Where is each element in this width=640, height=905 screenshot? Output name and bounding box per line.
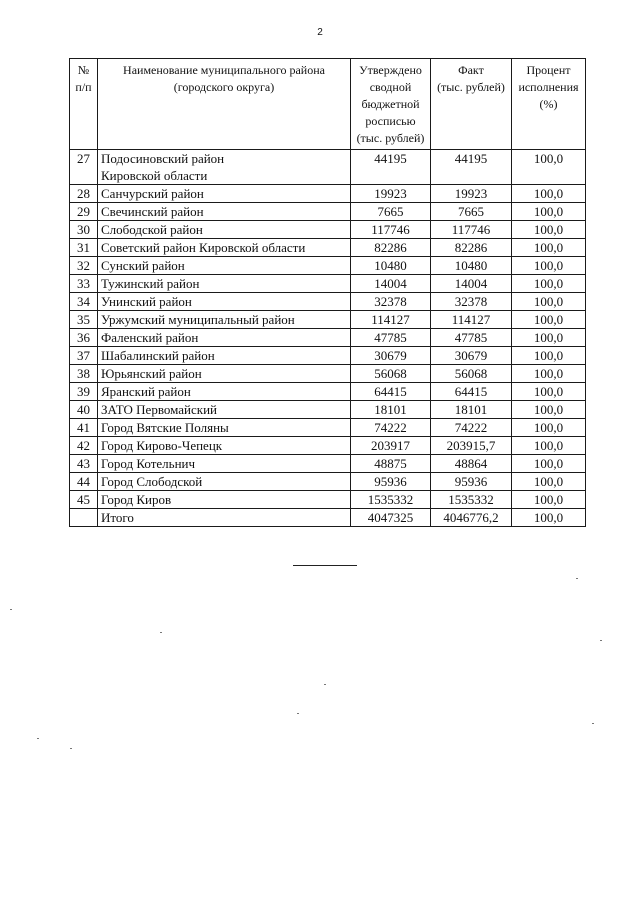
table-row bbox=[70, 473, 586, 491]
scan-speck bbox=[592, 723, 594, 724]
table-row bbox=[70, 383, 586, 401]
district-name bbox=[98, 221, 351, 239]
table-row bbox=[70, 293, 586, 311]
approved-amount: 74222 bbox=[351, 419, 431, 437]
district-name-line: Кировской области bbox=[101, 168, 208, 183]
district-name bbox=[98, 383, 351, 401]
district-name-line: Юрьянский район bbox=[101, 366, 202, 381]
execution-percent: 100,0 bbox=[512, 401, 586, 419]
row-number: 37 bbox=[70, 347, 98, 365]
header-name-line: Наименование муниципального района bbox=[123, 63, 325, 77]
district-name bbox=[98, 329, 351, 347]
district-name-line: Яранский район bbox=[101, 384, 191, 399]
header-fact bbox=[431, 59, 512, 150]
scan-speck bbox=[160, 632, 162, 633]
row-number: 29 bbox=[70, 203, 98, 221]
scan-speck bbox=[324, 684, 326, 685]
district-name-line: Город Кирово-Чепецк bbox=[101, 438, 223, 453]
fact-amount: 4046776,2 bbox=[431, 509, 512, 527]
row-number: 43 bbox=[70, 455, 98, 473]
district-name bbox=[98, 203, 351, 221]
district-name-line: Свечинский район bbox=[101, 204, 204, 219]
district-name-line: ЗАТО Первомайский bbox=[101, 402, 217, 417]
approved-amount: 47785 bbox=[351, 329, 431, 347]
table-row bbox=[70, 257, 586, 275]
table-row bbox=[70, 275, 586, 293]
header-name bbox=[98, 59, 351, 150]
district-name bbox=[98, 365, 351, 383]
table-row bbox=[70, 347, 586, 365]
district-name-line: Город Киров bbox=[101, 492, 172, 507]
district-name-line: Сунский район bbox=[101, 258, 185, 273]
district-name-line: Советский район Кировской области bbox=[101, 240, 306, 255]
fact-amount: 56068 bbox=[431, 365, 512, 383]
fact-amount: 74222 bbox=[431, 419, 512, 437]
district-name-line: Слободской район bbox=[101, 222, 203, 237]
district-name bbox=[98, 455, 351, 473]
fact-amount: 48864 bbox=[431, 455, 512, 473]
execution-percent: 100,0 bbox=[512, 455, 586, 473]
approved-amount: 10480 bbox=[351, 257, 431, 275]
header-percent bbox=[512, 59, 586, 150]
execution-percent: 100,0 bbox=[512, 473, 586, 491]
fact-amount: 117746 bbox=[431, 221, 512, 239]
approved-amount: 44195 bbox=[351, 150, 431, 185]
table-row bbox=[70, 329, 586, 347]
district-name-line: Подосиновский район bbox=[101, 151, 225, 166]
table-row bbox=[70, 239, 586, 257]
execution-percent: 100,0 bbox=[512, 311, 586, 329]
district-name bbox=[98, 239, 351, 257]
header-num-line: п/п bbox=[75, 80, 92, 94]
district-name bbox=[98, 311, 351, 329]
fact-amount: 10480 bbox=[431, 257, 512, 275]
execution-percent: 100,0 bbox=[512, 221, 586, 239]
approved-amount: 117746 bbox=[351, 221, 431, 239]
fact-amount: 64415 bbox=[431, 383, 512, 401]
total-row bbox=[70, 509, 586, 527]
approved-amount: 64415 bbox=[351, 383, 431, 401]
approved-amount: 4047325 bbox=[351, 509, 431, 527]
scan-speck bbox=[297, 713, 299, 714]
district-name bbox=[98, 257, 351, 275]
header-percent-line: исполнения bbox=[518, 80, 579, 94]
table-header-row bbox=[70, 59, 586, 150]
header-approved bbox=[351, 59, 431, 150]
header-percent-line: (%) bbox=[539, 97, 558, 111]
row-number: 32 bbox=[70, 257, 98, 275]
district-name bbox=[98, 401, 351, 419]
approved-amount: 203917 bbox=[351, 437, 431, 455]
district-name bbox=[98, 437, 351, 455]
execution-percent: 100,0 bbox=[512, 239, 586, 257]
header-num-line: № bbox=[77, 63, 90, 77]
district-name-line: Город Слободской bbox=[101, 474, 203, 489]
row-number: 34 bbox=[70, 293, 98, 311]
approved-amount: 14004 bbox=[351, 275, 431, 293]
header-approved-line: (тыс. рублей) bbox=[356, 131, 425, 145]
district-name bbox=[98, 473, 351, 491]
row-number: 31 bbox=[70, 239, 98, 257]
district-name-line: Тужинский район bbox=[101, 276, 200, 291]
execution-percent: 100,0 bbox=[512, 150, 586, 185]
district-name bbox=[98, 275, 351, 293]
district-name bbox=[98, 185, 351, 203]
district-name-line: Уржумский муниципальный район bbox=[101, 312, 295, 327]
row-number: 42 bbox=[70, 437, 98, 455]
district-name bbox=[98, 347, 351, 365]
execution-percent: 100,0 bbox=[512, 437, 586, 455]
execution-percent: 100,0 bbox=[512, 383, 586, 401]
row-number: 44 bbox=[70, 473, 98, 491]
table-body bbox=[70, 150, 586, 527]
approved-amount: 7665 bbox=[351, 203, 431, 221]
budget-execution-table bbox=[69, 58, 586, 527]
fact-amount: 32378 bbox=[431, 293, 512, 311]
row-number: 35 bbox=[70, 311, 98, 329]
table-row bbox=[70, 491, 586, 509]
end-separator-line bbox=[293, 565, 357, 566]
approved-amount: 19923 bbox=[351, 185, 431, 203]
fact-amount: 30679 bbox=[431, 347, 512, 365]
execution-percent: 100,0 bbox=[512, 419, 586, 437]
row-number: 36 bbox=[70, 329, 98, 347]
page-number: 2 bbox=[317, 27, 323, 38]
execution-percent: 100,0 bbox=[512, 185, 586, 203]
header-percent-line: Процент bbox=[526, 63, 571, 77]
execution-percent: 100,0 bbox=[512, 491, 586, 509]
fact-amount: 14004 bbox=[431, 275, 512, 293]
row-number bbox=[70, 509, 98, 527]
approved-amount: 48875 bbox=[351, 455, 431, 473]
table-row bbox=[70, 311, 586, 329]
fact-amount: 7665 bbox=[431, 203, 512, 221]
scan-speck bbox=[70, 748, 72, 749]
table-row bbox=[70, 455, 586, 473]
row-number: 27 bbox=[70, 150, 98, 185]
district-name-line: Город Вятские Поляны bbox=[101, 420, 229, 435]
header-name-line: (городского округа) bbox=[173, 80, 275, 94]
row-number: 33 bbox=[70, 275, 98, 293]
district-name bbox=[98, 509, 351, 527]
district-name bbox=[98, 491, 351, 509]
fact-amount: 19923 bbox=[431, 185, 512, 203]
header-fact-line: (тыс. рублей) bbox=[437, 80, 505, 94]
table-row bbox=[70, 437, 586, 455]
table-row bbox=[70, 365, 586, 383]
district-name-line: Фаленский район bbox=[101, 330, 199, 345]
row-number: 45 bbox=[70, 491, 98, 509]
execution-percent: 100,0 bbox=[512, 329, 586, 347]
approved-amount: 56068 bbox=[351, 365, 431, 383]
approved-amount: 32378 bbox=[351, 293, 431, 311]
table-row bbox=[70, 150, 586, 185]
fact-amount: 44195 bbox=[431, 150, 512, 185]
fact-amount: 203915,7 bbox=[431, 437, 512, 455]
district-name-line: Шабалинский район bbox=[101, 348, 215, 363]
scan-speck bbox=[37, 738, 39, 739]
execution-percent: 100,0 bbox=[512, 365, 586, 383]
district-name bbox=[98, 150, 351, 185]
fact-amount: 1535332 bbox=[431, 491, 512, 509]
row-number: 40 bbox=[70, 401, 98, 419]
table-row bbox=[70, 221, 586, 239]
approved-amount: 95936 bbox=[351, 473, 431, 491]
fact-amount: 47785 bbox=[431, 329, 512, 347]
scan-speck bbox=[600, 640, 602, 641]
fact-amount: 95936 bbox=[431, 473, 512, 491]
district-name-line: Город Котельнич bbox=[101, 456, 196, 471]
execution-percent: 100,0 bbox=[512, 257, 586, 275]
approved-amount: 1535332 bbox=[351, 491, 431, 509]
district-name bbox=[98, 293, 351, 311]
approved-amount: 18101 bbox=[351, 401, 431, 419]
fact-amount: 18101 bbox=[431, 401, 512, 419]
row-number: 28 bbox=[70, 185, 98, 203]
fact-amount: 82286 bbox=[431, 239, 512, 257]
table-row bbox=[70, 401, 586, 419]
row-number: 41 bbox=[70, 419, 98, 437]
header-num bbox=[70, 59, 98, 150]
approved-amount: 114127 bbox=[351, 311, 431, 329]
fact-amount: 114127 bbox=[431, 311, 512, 329]
header-approved-line: сводной bbox=[369, 80, 412, 94]
execution-percent: 100,0 bbox=[512, 293, 586, 311]
district-name-line: Санчурский район bbox=[101, 186, 204, 201]
header-approved-line: Утверждено bbox=[359, 63, 422, 77]
district-name-line: Итого bbox=[101, 510, 134, 525]
header-fact-line: Факт bbox=[458, 63, 484, 77]
header-approved-line: бюджетной bbox=[361, 97, 420, 111]
row-number: 30 bbox=[70, 221, 98, 239]
table-row bbox=[70, 419, 586, 437]
scan-speck bbox=[576, 578, 578, 579]
scan-speck bbox=[10, 609, 12, 610]
table-row bbox=[70, 185, 586, 203]
approved-amount: 82286 bbox=[351, 239, 431, 257]
execution-percent: 100,0 bbox=[512, 275, 586, 293]
execution-percent: 100,0 bbox=[512, 347, 586, 365]
execution-percent: 100,0 bbox=[512, 509, 586, 527]
header-approved-line: росписью bbox=[365, 114, 416, 128]
district-name bbox=[98, 419, 351, 437]
row-number: 38 bbox=[70, 365, 98, 383]
row-number: 39 bbox=[70, 383, 98, 401]
district-name-line: Унинский район bbox=[101, 294, 192, 309]
execution-percent: 100,0 bbox=[512, 203, 586, 221]
approved-amount: 30679 bbox=[351, 347, 431, 365]
table-row bbox=[70, 203, 586, 221]
